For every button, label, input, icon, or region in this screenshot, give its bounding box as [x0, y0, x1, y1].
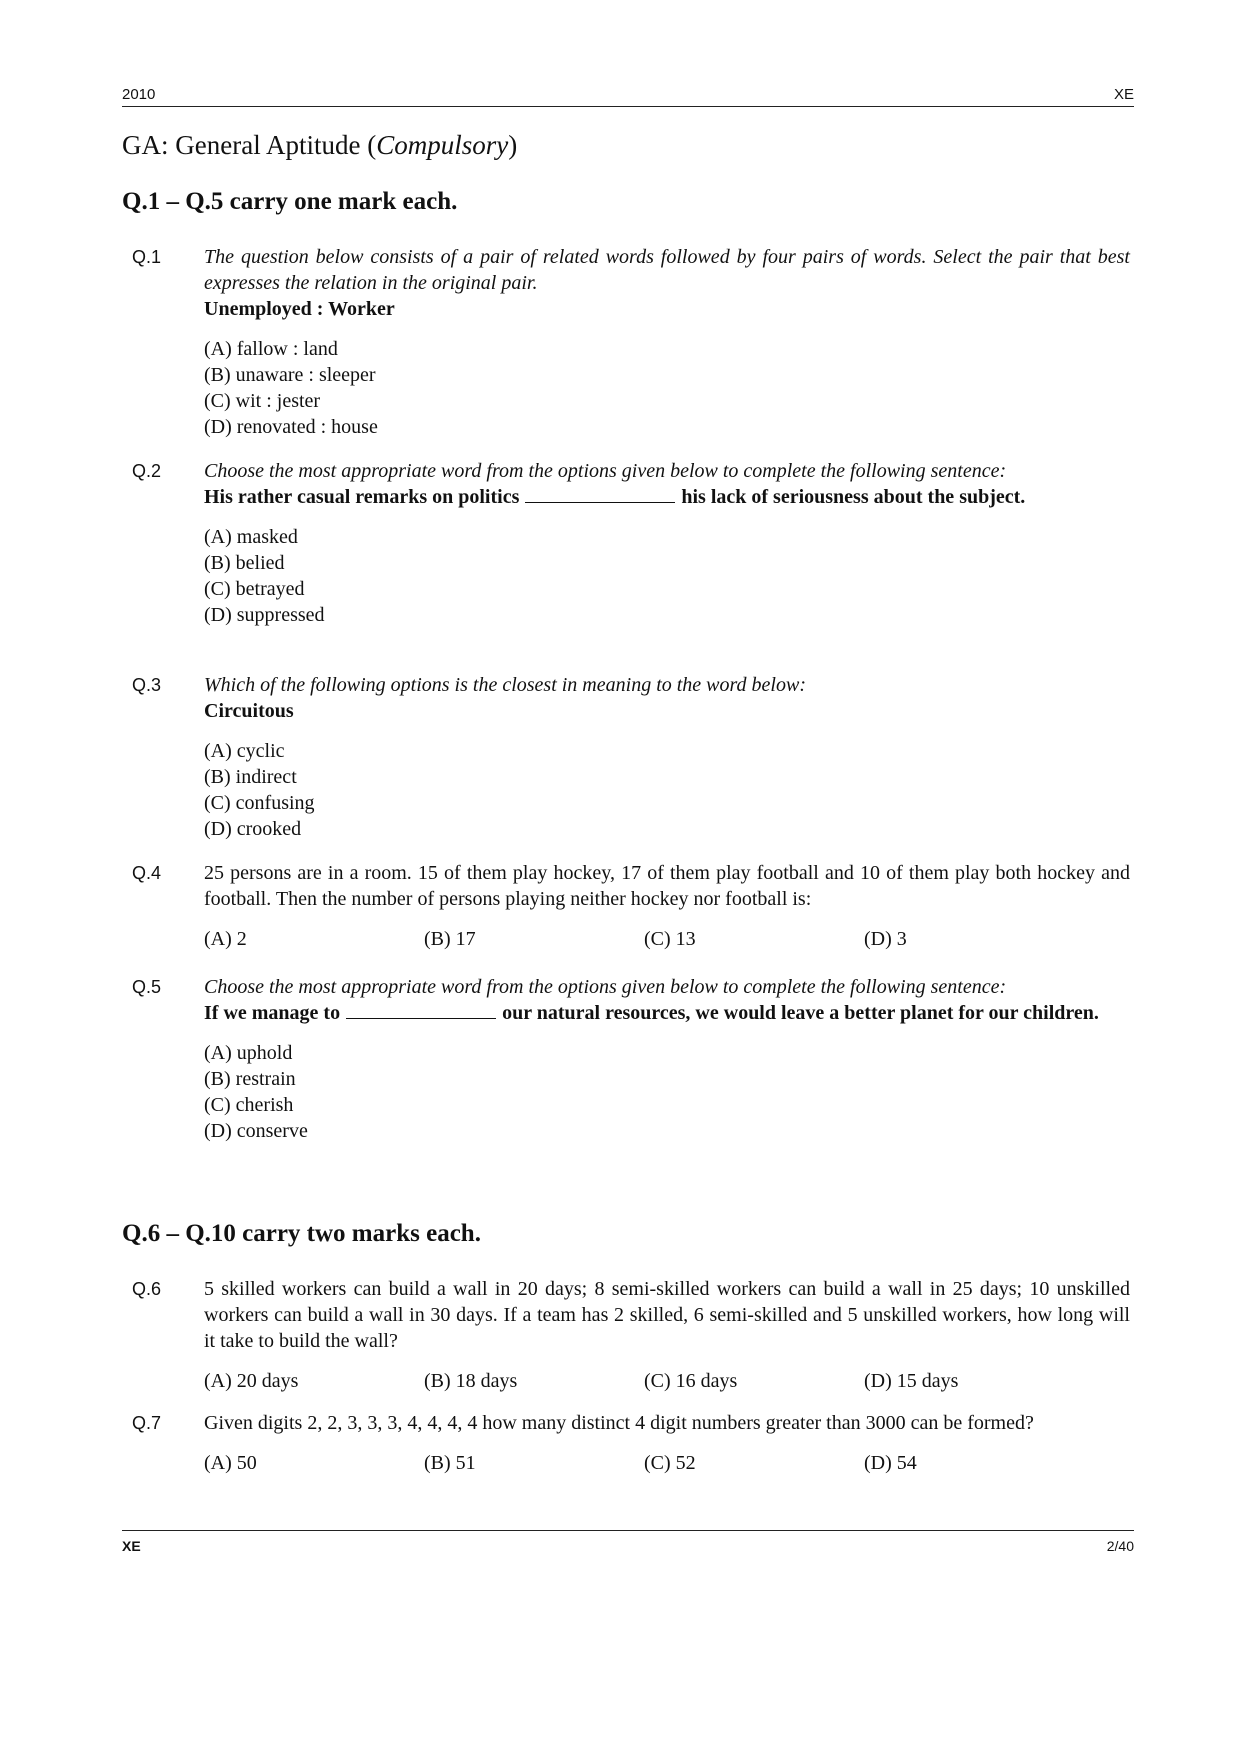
option-c: (C) confusing [204, 792, 315, 814]
option-b: (B) indirect [204, 766, 297, 788]
question-stem: Unemployed : Worker [204, 298, 395, 320]
option-c: (C) 52 [644, 1452, 696, 1474]
page-header [122, 86, 1134, 108]
option-b: (B) 18 days [424, 1370, 518, 1392]
option-a: (A) 20 days [204, 1370, 299, 1392]
option-d: (D) 54 [864, 1452, 917, 1474]
question-number: Q.4 [132, 863, 162, 883]
option-a: (A) masked [204, 526, 298, 548]
options-row [204, 1368, 1130, 1394]
footer-page-number: 2/40 [1106, 1538, 1134, 1554]
question-stem [204, 484, 1130, 510]
option-b: (B) 17 [424, 928, 476, 950]
stem-part-b: his lack of seriousness about the subject. [681, 486, 1026, 508]
question-instruction: Choose the most appropriate word from the options given below to complete the following sentence: [204, 460, 1007, 482]
question-number: Q.5 [132, 977, 162, 997]
options-list [204, 1040, 1130, 1144]
header-year: 2010 [122, 86, 156, 103]
options-list [204, 524, 1130, 628]
question-instruction: Choose the most appropriate word from the options given below to complete the following sentence: [204, 976, 1007, 998]
footer-rule [122, 1530, 1134, 1531]
option-a: (A) cyclic [204, 740, 285, 762]
header-paper-code: XE [1113, 86, 1134, 103]
option-d: (D) renovated : house [204, 416, 378, 438]
options-row [204, 926, 1130, 952]
options-list [204, 336, 1130, 440]
option-c: (C) 16 days [644, 1370, 738, 1392]
option-a: (A) 50 [204, 1452, 257, 1474]
option-d: (D) suppressed [204, 604, 325, 626]
options-list [204, 738, 1130, 842]
title-suffix: ) [508, 130, 518, 160]
option-b: (B) restrain [204, 1068, 296, 1090]
stem-part-b: our natural resources, we would leave a better planet for our children. [502, 1002, 1099, 1024]
option-c: (C) 13 [644, 928, 696, 950]
header-rule [122, 106, 1134, 107]
option-d: (D) crooked [204, 818, 302, 840]
question-instruction: Which of the following options is the closest in meaning to the word below: [204, 674, 806, 696]
question-number: Q.1 [132, 247, 162, 267]
fill-blank [525, 484, 675, 503]
question-instruction: The question below consists of a pair of related words followed by four pairs of words. Select the pair that best expresses the relation in the original pair. [204, 246, 1130, 294]
question-number: Q.3 [132, 675, 162, 695]
question-stem: Circuitous [204, 700, 294, 722]
option-b: (B) 51 [424, 1452, 476, 1474]
option-d: (D) 3 [864, 928, 907, 950]
option-a: (A) 2 [204, 928, 247, 950]
option-a: (A) uphold [204, 1042, 293, 1064]
option-c: (C) wit : jester [204, 390, 321, 412]
stem-part-a: If we manage to [204, 1002, 341, 1024]
title-prefix: GA: General Aptitude ( [122, 130, 377, 160]
stem-part-a: His rather casual remarks on politics [204, 486, 520, 508]
question-text: 5 skilled workers can build a wall in 20 days; 8 semi-skilled workers can build a wall in 25 days; 10 unskilled workers can build a wall in 30 days. If a team has 2 skilled, 6 semi-skilled and 5 unskilled workers, how long will it take to build the wall? [204, 1278, 1130, 1352]
page-title [122, 130, 517, 161]
options-row [204, 1450, 1130, 1476]
fill-blank [346, 1000, 496, 1019]
question-stem [204, 1000, 1130, 1026]
option-a: (A) fallow : land [204, 338, 338, 360]
section-heading-two-mark: Q.6 – Q.10 carry two marks each. [122, 1220, 481, 1247]
option-b: (B) belied [204, 552, 285, 574]
title-emphasis: Compulsory [376, 130, 509, 160]
footer-paper-code: XE [122, 1538, 141, 1554]
question-number: Q.6 [132, 1279, 162, 1299]
question-text: 25 persons are in a room. 15 of them play hockey, 17 of them play football and 10 of them play both hockey and football. Then the number of persons playing neither hockey nor football is: [204, 862, 1130, 910]
page-footer [122, 1530, 1134, 1560]
option-d: (D) 15 days [864, 1370, 959, 1392]
section-heading-one-mark: Q.1 – Q.5 carry one mark each. [122, 188, 458, 215]
option-c: (C) betrayed [204, 578, 305, 600]
option-d: (D) conserve [204, 1120, 308, 1142]
question-number: Q.7 [132, 1413, 162, 1433]
option-c: (C) cherish [204, 1094, 294, 1116]
option-b: (B) unaware : sleeper [204, 364, 376, 386]
question-number: Q.2 [132, 461, 162, 481]
question-text: Given digits 2, 2, 3, 3, 3, 4, 4, 4, 4 how many distinct 4 digit numbers greater than 3000 can be formed? [204, 1412, 1034, 1434]
